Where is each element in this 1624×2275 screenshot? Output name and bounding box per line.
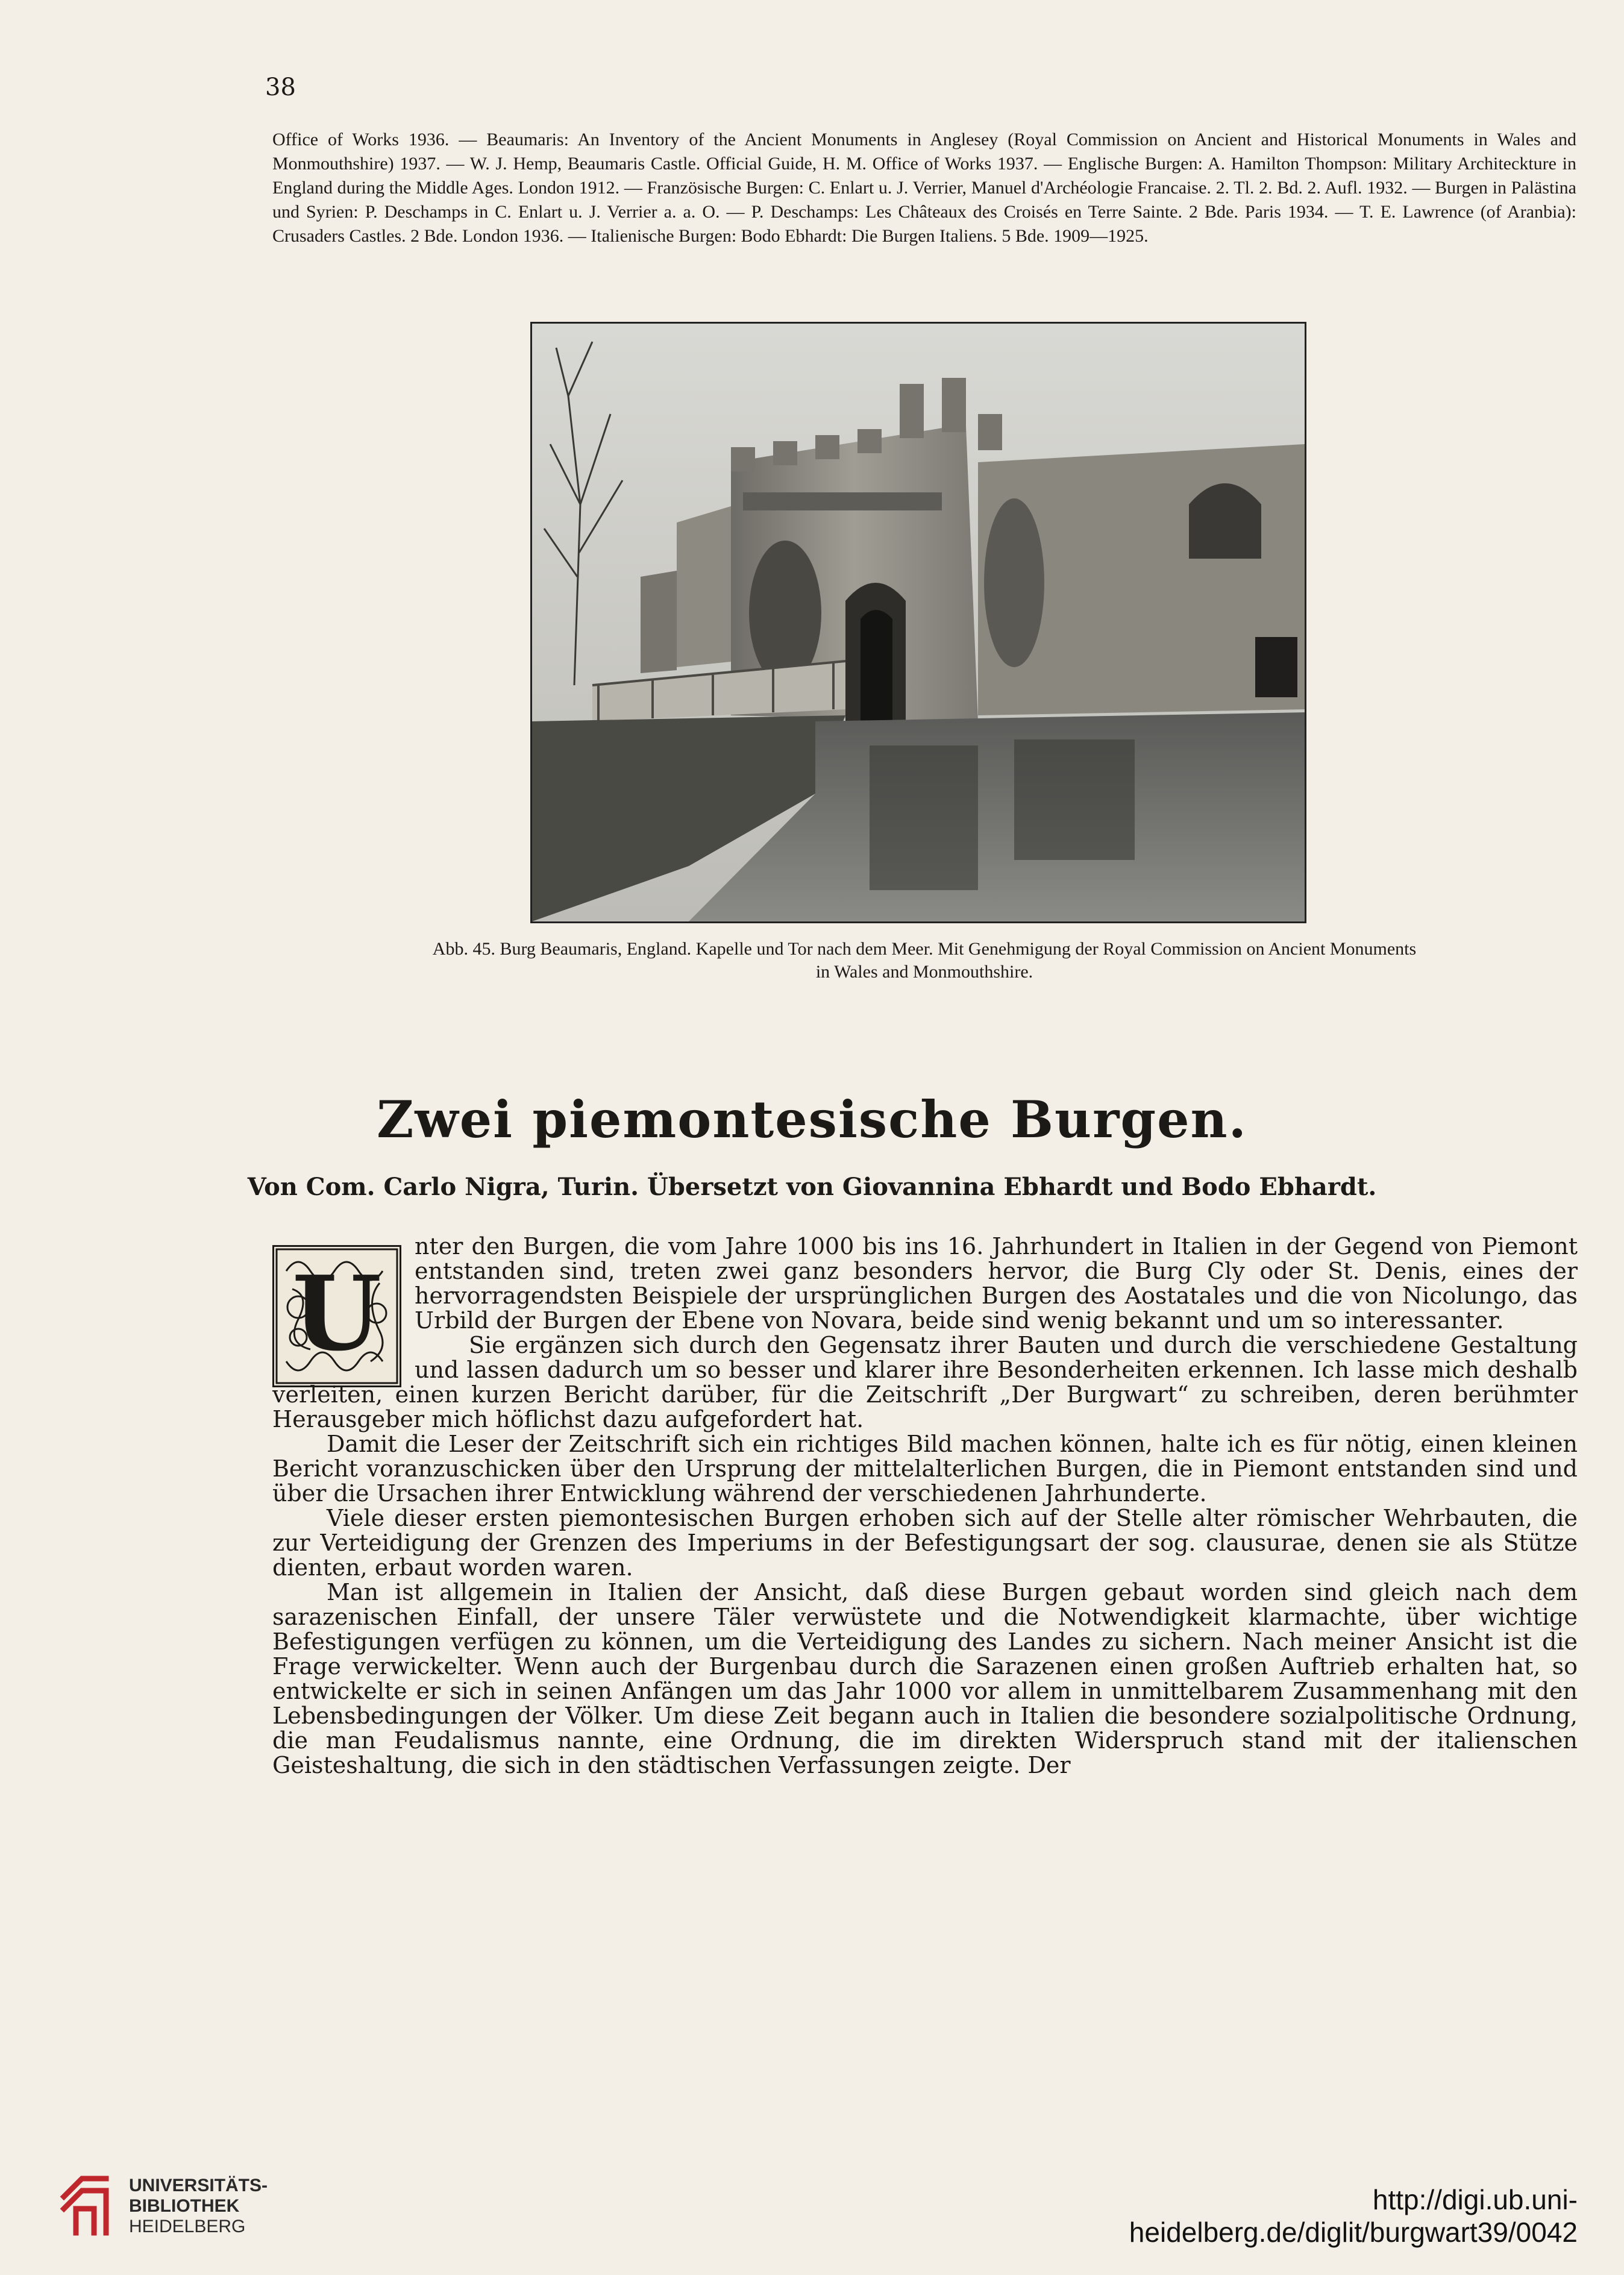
paragraph-4: Viele dieser ersten piemontesischen Burgen erhoben sich auf der Stelle alter römischer Wehrbauten, die zur Verteidigung der Grenzen des Imperiums in der Befestigungsart der sog. clausurae, denen sie als Stütze dienten, erbaut worden waren. — [272, 1505, 1578, 1581]
caption-line-1: Abb. 45. Burg Beaumaris, England. Kapelle und Tor nach dem Meer. Mit Genehmigung der Royal Commission on Ancient Monuments — [432, 939, 1417, 959]
source-url-link[interactable]: http://digi.ub.uni-heidelberg.de/diglit/burgwart39/0042 — [1129, 2184, 1578, 2248]
page-number: 38 — [265, 74, 296, 101]
caption-line-2: in Wales and Monmouthshire. — [815, 962, 1033, 982]
drop-cap-letter: U — [292, 1254, 382, 1374]
references-text: Office of Works 1936. — Beaumaris: An Inventory of the Ancient Monuments in Anglesey (Royal Commission on Ancient and Historical Monuments in Wales and Monmouthshire) 1937. — W. J. Hemp, Beaumaris Castle. Official Guide, H. M. Office of Works 1937. — Englische Burgen: A. Hamilton Thompson: Military Architeckture in England during the Middle Ages. London 1912. — Französische Burgen: C. Enlart u. J. Verrier, Manuel d'Archéologie Francaise. 2. Tl. 2. Bd. 2. Aufl. 1932. — Burgen in Palästina und Syrien: P. Deschamps in C. Enlart u. J. Verrier a. a. O. — P. Deschamps: Les Châteaux des Croisés en Terre Sainte. 2 Bde. Paris 1934. — T. E. Lawrence (of Aranbia): Crusaders Castles. 2 Bde. London 1936. — Italienische Burgen: Bodo Ebhardt: Die Burgen Italiens. 5 Bde. 1909—1925. — [272, 130, 1576, 246]
paragraph-2: Sie ergänzen sich durch den Gegensatz ihrer Bauten und durch die verschiedene Gestaltung und lassen dadurch um so besser und klarer ihre Besonderheiten erkennen. Ich lasse mich deshalb verleiten, einen kurzen Bericht darüber, für die Zeitschrift „Der Burgwart“ zu schreiben, deren berühmter Herausgeber mich höflichst dazu aufgefordert hat. — [272, 1332, 1578, 1432]
library-name-line-2: BIBLIOTHEK — [129, 2196, 240, 2216]
paragraph-5: Man ist allgemein in Italien der Ansicht, daß diese Burgen gebaut worden sind gleich nach dem sarazenischen Einfall, der unsere Täler verwüstete und die Notwendigkeit klarmachte, über wichtige Befestigungen verfügen zu können, um die Verteidigung des Landes zu sichern. Nach meiner Ansicht ist die Frage verwickelter. Wenn auch der Burgenbau durch die Sarazenen einen großen Auftrieb erhalten hat, so entwickelte er sich in seinen Anfängen um das Jahr 1000 vor allem in unmittelbarem Zusammenhang mit den Lebensbedingungen der Völker. Um diese Zeit begann auch in Italien die besondere sozialpolitische Ordnung, die man Feudalismus nannte, eine Ordnung, die im direkten Widerspruch stand mit der italienschen Geisteshaltung, die sich in den städtischen Verfassungen zeigte. Der — [272, 1579, 1578, 1778]
library-logo-mark — [58, 2173, 112, 2239]
bibliography-references — [272, 128, 1576, 248]
article-title: Zwei piemontesische Burgen. — [377, 1090, 1247, 1149]
figure-caption — [272, 938, 1576, 984]
paragraph-1: nter den Burgen, die vom Jahre 1000 bis ins 16. Jahrhundert in Italien in der Gegend von Piemont entstanden sind, treten zwei ganz besonders hervor, die Burg Cly oder St. Denis, eines der hervorragendsten Beispiele der ursprünglichen Burgen des Aostatales und die von Nicolungo, das Urbild der Burgen der Ebene von Novara, beide sind wenig bekannt und um so interessanter. — [415, 1233, 1578, 1334]
castle-photograph — [530, 322, 1306, 923]
library-name — [129, 2176, 268, 2237]
library-name-line-3: HEIDELBERG — [129, 2217, 246, 2236]
article-body — [272, 1234, 1578, 1778]
library-name-line-1: UNIVERSITÄTS- — [129, 2176, 268, 2195]
beaumaris-castle-photo — [532, 324, 1305, 921]
article-byline: Von Com. Carlo Nigra, Turin. Übersetzt von Giovannina Ebhardt und Bodo Ebhardt. — [247, 1173, 1377, 1201]
paragraph-3: Damit die Leser der Zeitschrift sich ein richtiges Bild machen können, halte ich es für nötig, einen kleinen Bericht voranzuschicken über den Ursprung der mittelalterlichen Burgen, die in Piemont entstanden sind und über die Ursachen ihrer Entwicklung während der verschiedenen Jahrhunderte. — [272, 1431, 1578, 1507]
library-logo-icon[interactable] — [58, 2173, 112, 2239]
